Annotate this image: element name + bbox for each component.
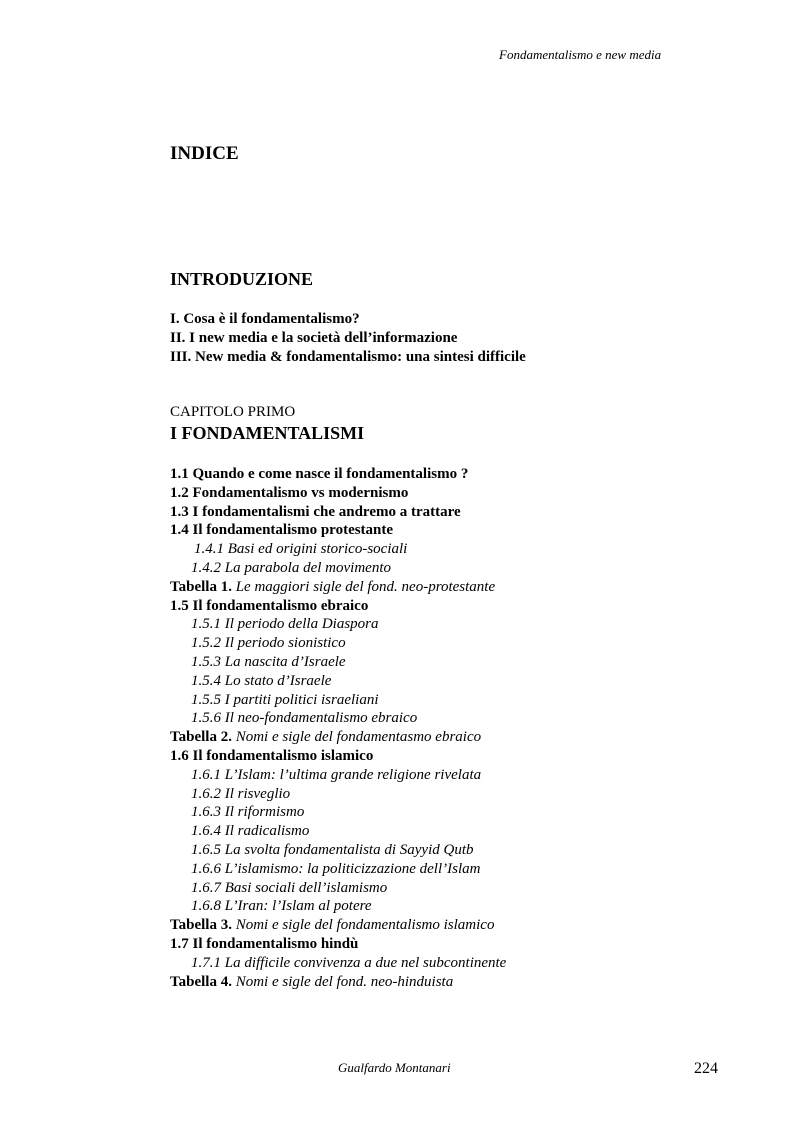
toc-subsection: 1.7.1 La difficile convivenza a due nel subcontinente [191, 954, 507, 971]
toc-subsection: 1.6.4 Il radicalismo [191, 823, 310, 840]
toc-section: 1.3 I fondamentalismi che andremo a trattare [170, 503, 461, 520]
toc-subsection: 1.6.1 L’Islam: l’ultima grande religione rivelata [191, 766, 482, 783]
toc-section: 1.1 Quando e come nasce il fondamentalismo ? [170, 466, 469, 482]
toc-subsection: 1.6.6 L’islamismo: la politicizzazione dell’Islam [191, 860, 481, 877]
toc-subsection: 1.5.6 Il neo-fondamentalismo ebraico [191, 710, 418, 727]
toc-entry: I. Cosa è il fondamentalismo? [170, 311, 360, 327]
toc-subsection: 1.6.2 Il risveglio [191, 785, 291, 802]
toc-subsection: 1.5.2 Il periodo sionistico [191, 635, 346, 652]
toc-subsection: 1.6.8 L’Iran: l’Islam al potere [191, 898, 372, 915]
chapter-label: CAPITOLO PRIMO [170, 404, 296, 420]
toc-subsection: 1.5.5 I partiti politici israeliani [191, 691, 379, 708]
table-caption: Nomi e sigle del fond. neo-hinduista [235, 973, 454, 990]
introduction-list [170, 310, 526, 366]
page-number: 224 [694, 1060, 718, 1077]
toc-subsection: 1.4.2 La parabola del movimento [191, 559, 391, 576]
toc-table-entry [170, 973, 506, 992]
toc-section: 1.6 Il fondamentalismo islamico [170, 747, 374, 764]
toc-table-entry [170, 578, 506, 597]
toc-subsection: 1.6.5 La svolta fondamentalista di Sayyid Qutb [191, 841, 474, 858]
toc-subsection: 1.5.1 Il periodo della Diaspora [191, 616, 379, 633]
toc-subsection: 1.6.3 Il riformismo [191, 804, 305, 821]
toc-subsection: 1.5.3 La nascita d’Israele [191, 653, 346, 670]
chapter-title: I FONDAMENTALISMI [170, 423, 365, 443]
toc-entry: III. New media & fondamentalismo: una sintesi difficile [170, 348, 526, 365]
toc-section: 1.5 Il fondamentalismo ebraico [170, 597, 369, 614]
table-caption: Le maggiori sigle del fond. neo-protestante [235, 578, 496, 595]
toc-subsection: 1.6.7 Basi sociali dell’islamismo [191, 879, 388, 896]
toc-table-entry [170, 916, 506, 935]
table-caption: Nomi e sigle del fondamentasmo ebraico [235, 729, 482, 746]
introduction-title: INTRODUZIONE [170, 269, 314, 289]
toc-subsection: 1.4.1 Basi ed origini storico-sociali [194, 541, 408, 558]
table-of-contents [170, 465, 506, 991]
toc-section: 1.2 Fondamentalismo vs modernismo [170, 484, 409, 501]
toc-table-entry [170, 728, 506, 747]
table-label: Tabella 2. [170, 729, 232, 746]
running-header: Fondamentalismo e new media [499, 47, 662, 62]
index-title: INDICE [170, 143, 239, 164]
toc-entry: II. I new media e la società dell’informazione [170, 329, 458, 346]
table-label: Tabella 1. [170, 578, 232, 595]
toc-section: 1.7 Il fondamentalismo hindù [170, 935, 359, 952]
table-label: Tabella 4. [170, 973, 232, 990]
table-caption: Nomi e sigle del fondamentalismo islamico [235, 917, 495, 934]
table-label: Tabella 3. [170, 917, 232, 934]
toc-subsection: 1.5.4 Lo stato d’Israele [191, 672, 332, 689]
toc-section: 1.4 Il fondamentalismo protestante [170, 522, 394, 539]
footer-author: Gualfardo Montanari [338, 1060, 451, 1075]
